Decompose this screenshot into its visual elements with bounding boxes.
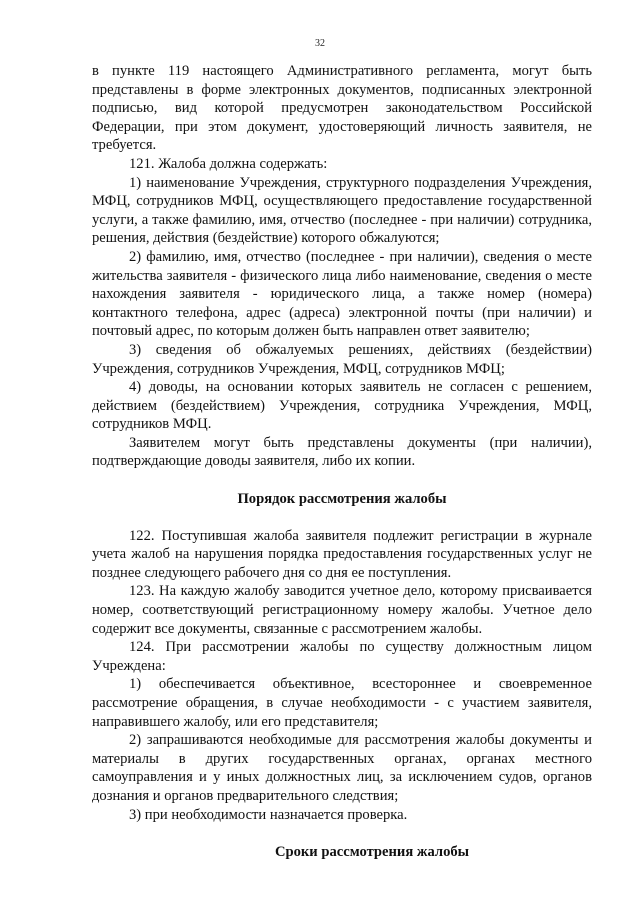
- paragraph: 2) фамилию, имя, отчество (последнее - при наличии), сведения о месте жительства заявителя - физического лица либо наименование, сведения о месте нахождения заявителя - юридического лица, а также номер (номера) контактного телефона, адрес (адреса) электронной почты (при наличии) и почтовый адрес, по которым должен быть направлен ответ заявителю;: [92, 248, 592, 340]
- paragraph: 124. При рассмотрении жалобы по существу должностным лицом Учреждена:: [92, 639, 592, 674]
- paragraph: 123. На каждую жалобу заводится учетное дело, которому присваивается номер, соответствующий регистрационному номеру жалобы. Учетное дело содержит все документы, связанные с рассмотрением жалобы.: [92, 583, 592, 637]
- page-content: [92, 0, 592, 862]
- paragraph: 4) доводы, на основании которых заявитель не согласен с решением, действием (бездействием) Учреждения, сотрудника Учреждения, МФЦ, сотрудников МФЦ.: [92, 379, 592, 433]
- paragraph: 2) запрашиваются необходимые для рассмотрения жалобы документы и материалы в других государственных органах, органах местного самоуправления и у иных должностных лиц, за исключением судов, органов дознания и органов предварительного следствия;: [92, 732, 592, 804]
- section-heading-review-procedure: Порядок рассмотрения жалобы: [237, 491, 447, 508]
- paragraph: 1) обеспечивается объективное, всестороннее и своевременное рассмотрение обращения, в случае необходимости - с участием заявителя, направившего жалобу, или его представителя;: [92, 676, 592, 730]
- paragraph: 3) при необходимости назначается проверка.: [129, 806, 408, 823]
- section-complaint-contents: [92, 62, 592, 471]
- paragraph: Заявителем могут быть представлены документы (при наличии), подтверждающие доводы заявителя, либо их копии.: [92, 434, 592, 470]
- section-review-procedure: [92, 527, 592, 825]
- paragraph: 122. Поступившая жалоба заявителя подлежит регистрации в журнале учета жалоб на нарушения порядка предоставления государственных услуг не позднее следующего рабочего дня со дня ее поступления.: [92, 527, 592, 581]
- paragraph: 1) наименование Учреждения, структурного подразделения Учреждения, МФЦ, сотрудников МФЦ, осуществляющего предоставление государственной услуги, а также фамилию, имя, отчество (последнее - при наличии) сотрудника, решения, действия (бездействие) которого обжалуются;: [92, 174, 592, 247]
- section-heading-review-terms: Сроки рассмотрения жалобы: [274, 844, 470, 861]
- page-number: 32: [315, 38, 325, 49]
- paragraph: 3) сведения об обжалуемых решениях, действиях (бездействии) Учреждения, сотрудников Учреждения, МФЦ, сотрудников МФЦ;: [92, 341, 592, 377]
- paragraph: в пункте 119 настоящего Административного регламента, могут быть представлены в форме электронных документов, подписанных электронной подписью, вид которой предусмотрен законодательством Российской Федерации, при этом документ, удостоверяющий личность заявителя, не требуется.: [92, 63, 592, 154]
- paragraph: 121. Жалоба должна содержать:: [129, 155, 328, 172]
